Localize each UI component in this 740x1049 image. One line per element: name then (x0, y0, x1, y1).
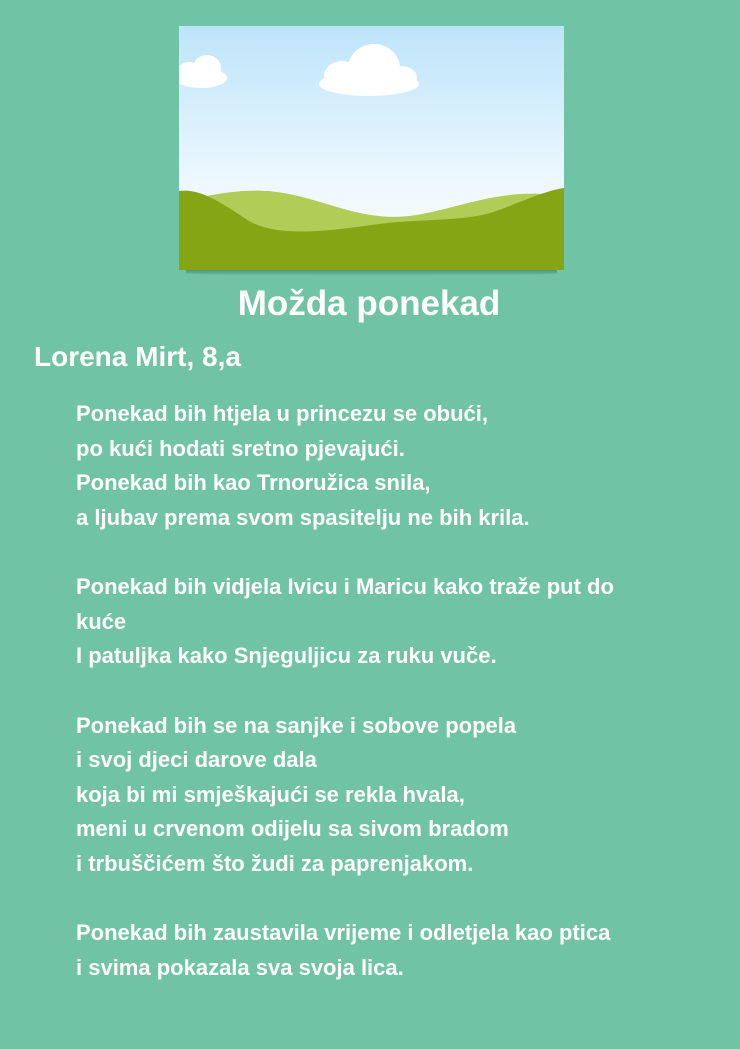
poem-line: Ponekad bih zaustavila vrijeme i odletjela kao ptica (76, 920, 611, 945)
poem-line: i svima pokazala sva svoja lica. (76, 954, 404, 980)
poem-line: Ponekad bih se na sanjke i sobove popela (76, 712, 517, 738)
stanza-2 (76, 570, 716, 674)
poem-line: kuće (76, 608, 127, 634)
landscape-illustration (179, 26, 564, 270)
poem-title (0, 284, 740, 324)
poem-line: Ponekad bih htjela u princezu se obući, (76, 401, 488, 426)
poem-line: meni u crvenom odijelu sa sivom bradom (76, 816, 509, 841)
stanza-4 (76, 916, 716, 985)
poem-line: po kući hodati sretno pjevajući. (76, 435, 405, 461)
poem-line: i svoj djeci darove dala (76, 747, 317, 772)
poem-line: I patuljka kako Snjeguljicu za ruku vuče. (76, 643, 497, 668)
poem-title-text: Možda ponekad (237, 284, 501, 323)
poem-line: Ponekad bih kao Trnoružica snila, (76, 470, 431, 495)
poem-line: koja bi mi smješkajući se rekla hvala, (76, 781, 465, 807)
poem-line: i trbuščićem što žudi za paprenjakom. (76, 850, 474, 876)
poem-line: Ponekad bih vidjela Ivicu i Maricu kako traže put do (76, 574, 614, 599)
author-line: Lorena Mirt, 8,a (34, 341, 241, 372)
illustration-shadow (186, 270, 557, 276)
stanza-3 (76, 709, 716, 882)
poem-body (76, 397, 716, 1020)
stanza-1 (76, 397, 716, 535)
poem-line: a ljubav prema svom spasitelju ne bih krila. (76, 504, 530, 530)
